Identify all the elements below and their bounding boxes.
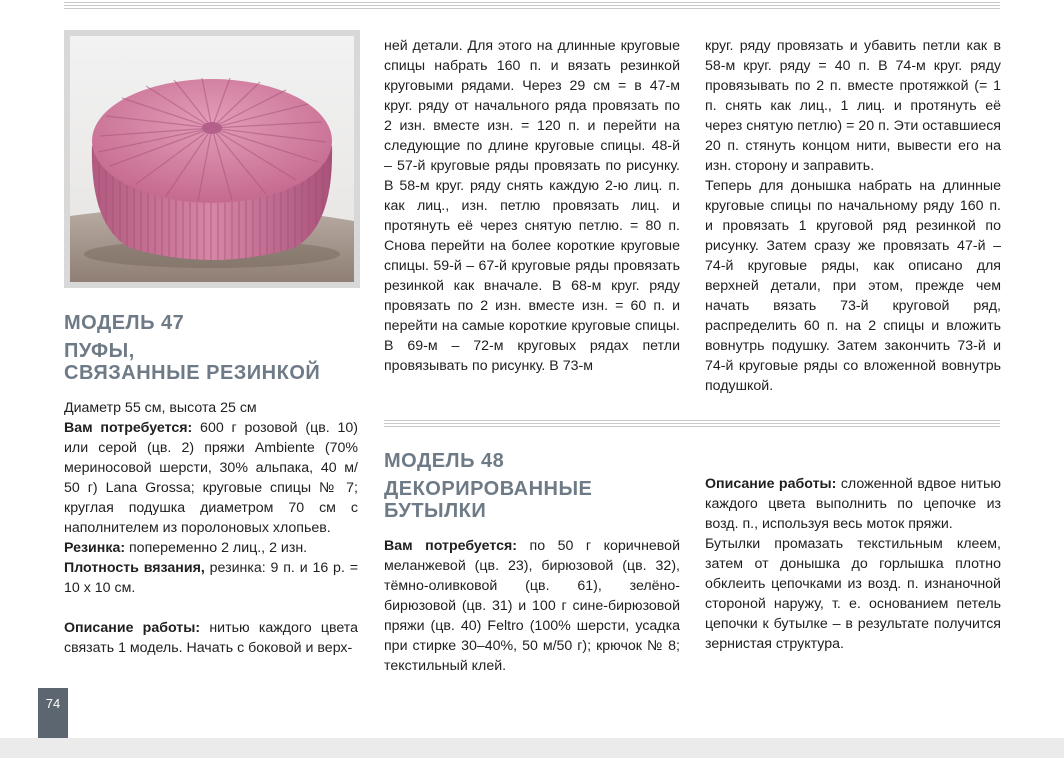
model-47-title-line2: СВЯЗАННЫЕ РЕЗИНКОЙ — [64, 362, 321, 384]
model-47-instructions-col2 — [384, 36, 680, 376]
section-rule — [384, 420, 1000, 428]
instructions-col3-text1: круг. ряду провязать и убавить петли как в 58-м круг. ряду = 40 п. В 74-м круг. ряду провязывать по 2 п. вместе протяжкой (= 1 п. снять как лиц., 1 лиц. и протянуть её через снятую петлю) = 20 п. Эти оставшиеся 20 п. стянуть концом нити, вывести его на изн. сторону и заправить. — [705, 38, 1001, 174]
rib-label: Резинка: — [64, 540, 126, 556]
model-48-title — [384, 478, 592, 522]
rib-text: попеременно 2 лиц., 2 изн. — [125, 540, 308, 556]
pouf-photo — [64, 30, 360, 288]
model-48-materials — [384, 536, 680, 676]
model-47-materials — [64, 418, 358, 538]
bottom-band — [0, 738, 1064, 758]
model-47-specs — [64, 398, 358, 658]
top-rule — [64, 2, 1000, 10]
instructions-col3-text2: Теперь для донышка набрать на длинные круговые спицы по начальному ряду 160 п. и провязать 1 круговой ряд резинкой по рисунку. Затем сразу же провязать 47-й – 74-й круговые ряды, как описано для верхней детали, при этом, прежде чем начать вязать 73-й круговой ряд, распределить 60 п. на 2 спицы и вложить вовнутрь подушку. Затем закончить 73-й и 74-й круговые ряды со вложенной вовнутрь подушкой. — [705, 178, 1001, 394]
description-text: нитью каждого цвета связать 1 модель. Начать с боковой и верх- — [64, 620, 359, 656]
page-number: 74 — [38, 688, 68, 738]
model-47-title — [64, 340, 320, 384]
description-label: Описание работы: — [64, 620, 201, 636]
model-47-size: Диаметр 55 см, высота 25 см — [64, 400, 257, 416]
description-label-48: Описание работы: — [705, 476, 837, 492]
model-48-desc-p2: Бутылки промазать текстильным клеем, затем от донышка до горлышка плотно обклеить цепочками из возд. п. изнаночной стороной наружу, т. е. основанием петель цепочки к бутылке – в результате получится зернистая структура. — [705, 536, 1001, 652]
density-text: резинка: 9 п. и 16 р. = 10 х 10 см. — [64, 560, 358, 596]
materials-text-48: по 50 г коричневой меланжевой (цв. 23), бирюзовой (цв. 32), тёмно-оливковой (цв. 61), зелёно-бирюзовой (цв. 31) и 100 г сине-бирюзовой пряжи (цв. 40) Feltro (100% шерсти, усадка при стирке 30–40%, 50 м/50 г); крючок № 8; текстильный клей. — [384, 538, 680, 674]
density-label: Плотность вязания, — [64, 560, 205, 576]
model-48-title-line2: БУТЫЛКИ — [384, 500, 487, 522]
materials-label: Вам потребуется: — [64, 420, 193, 436]
pink-knitted-pouf-image — [70, 36, 354, 282]
model-48-title-line1: ДЕКОРИРОВАННЫЕ — [384, 478, 593, 500]
model-47-number: МОДЕЛЬ 47 — [64, 312, 185, 334]
model-47-description — [64, 618, 358, 658]
description-text-48: сложенной вдвое нитью каждого цвета выполнить по цепочке из возд. п., используя весь моток пряжи. — [705, 476, 1002, 532]
model-47-rib — [64, 538, 358, 558]
model-47-density — [64, 558, 358, 598]
model-47-title-line1: ПУФЫ, — [64, 340, 135, 362]
instructions-col2-text: ней детали. Для этого на длинные круговые спицы набрать 160 п. и вязать резинкой круговыми рядами. Через 29 см = в 47-м круг. ряду от начального ряда провязать по 2 изн. вместе изн. = 120 п. и перейти на следующие по длине круговые спицы. 48-й – 57-й круговые ряды провязать по рисунку. В 58-м круг. ряду снять каждую 2-ю лиц. п. как лиц., изн. петлю провязать лиц. и протянуть её через снятую петлю. = 80 п. Снова перейти на более короткие круговые спицы. 59-й – 67-й круговые ряды провязать резинкой как вначале. В 68-м круг. ряду провязать по 2 изн. вместе изн. = 60 п. и перейти на самые короткие круговые спицы. В 69-м – 72-м круговых рядах петли провязывать по рисунку. В 73-м — [384, 38, 680, 374]
model-48-specs — [384, 536, 680, 676]
materials-label-48: Вам потребуется: — [384, 538, 517, 554]
model-48-desc-p1 — [705, 474, 1001, 534]
model-48-number: МОДЕЛЬ 48 — [384, 450, 505, 472]
model-48-description — [705, 474, 1001, 654]
materials-text: 600 г розовой (цв. 10) или серой (цв. 2) пряжи Ambiente (70% мериносовой шерсти, 30% альпака, 40 м/ 50 г) Lana Grossa; круговые спицы № 7; круглая подушка диаметром 70 см с наполнителем из поролоновых хлопьев. — [64, 420, 358, 536]
model-47-instructions-col3 — [705, 36, 1001, 396]
